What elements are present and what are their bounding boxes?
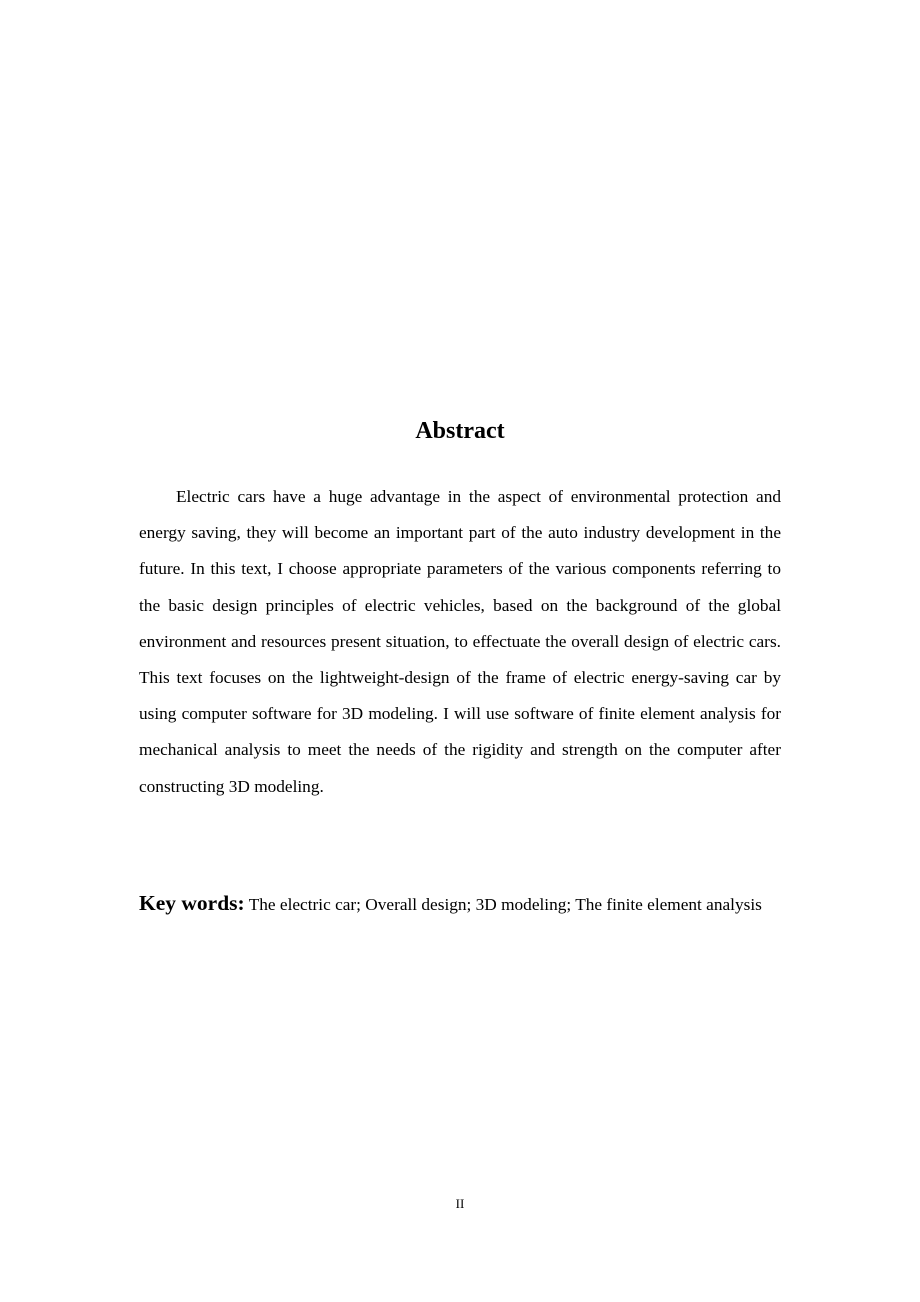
- keywords-label: Key words:: [139, 891, 245, 915]
- keywords-paragraph: [139, 885, 781, 923]
- keywords-text: The electric car; Overall design; 3D modeling; The finite element analysis: [248, 895, 762, 914]
- abstract-heading: Abstract: [415, 418, 505, 444]
- abstract-paragraph: Electric cars have a huge advantage in the aspect of environmental protection and energy saving, they will become an important part of the auto industry development in the future. In this text, I choose appropriate parameters of the various components referring to the basic design principles of electric vehicles, based on the background of the global environment and resources present situation, to effectuate the overall design of electric cars. This text focuses on the lightweight-design of the frame of electric energy-saving car by using computer software for 3D modeling. I will use software of finite element analysis for mechanical analysis to meet the needs of the rigidity and strength on the computer after constructing 3D modeling.: [139, 487, 781, 796]
- page-number: II: [455, 1196, 465, 1211]
